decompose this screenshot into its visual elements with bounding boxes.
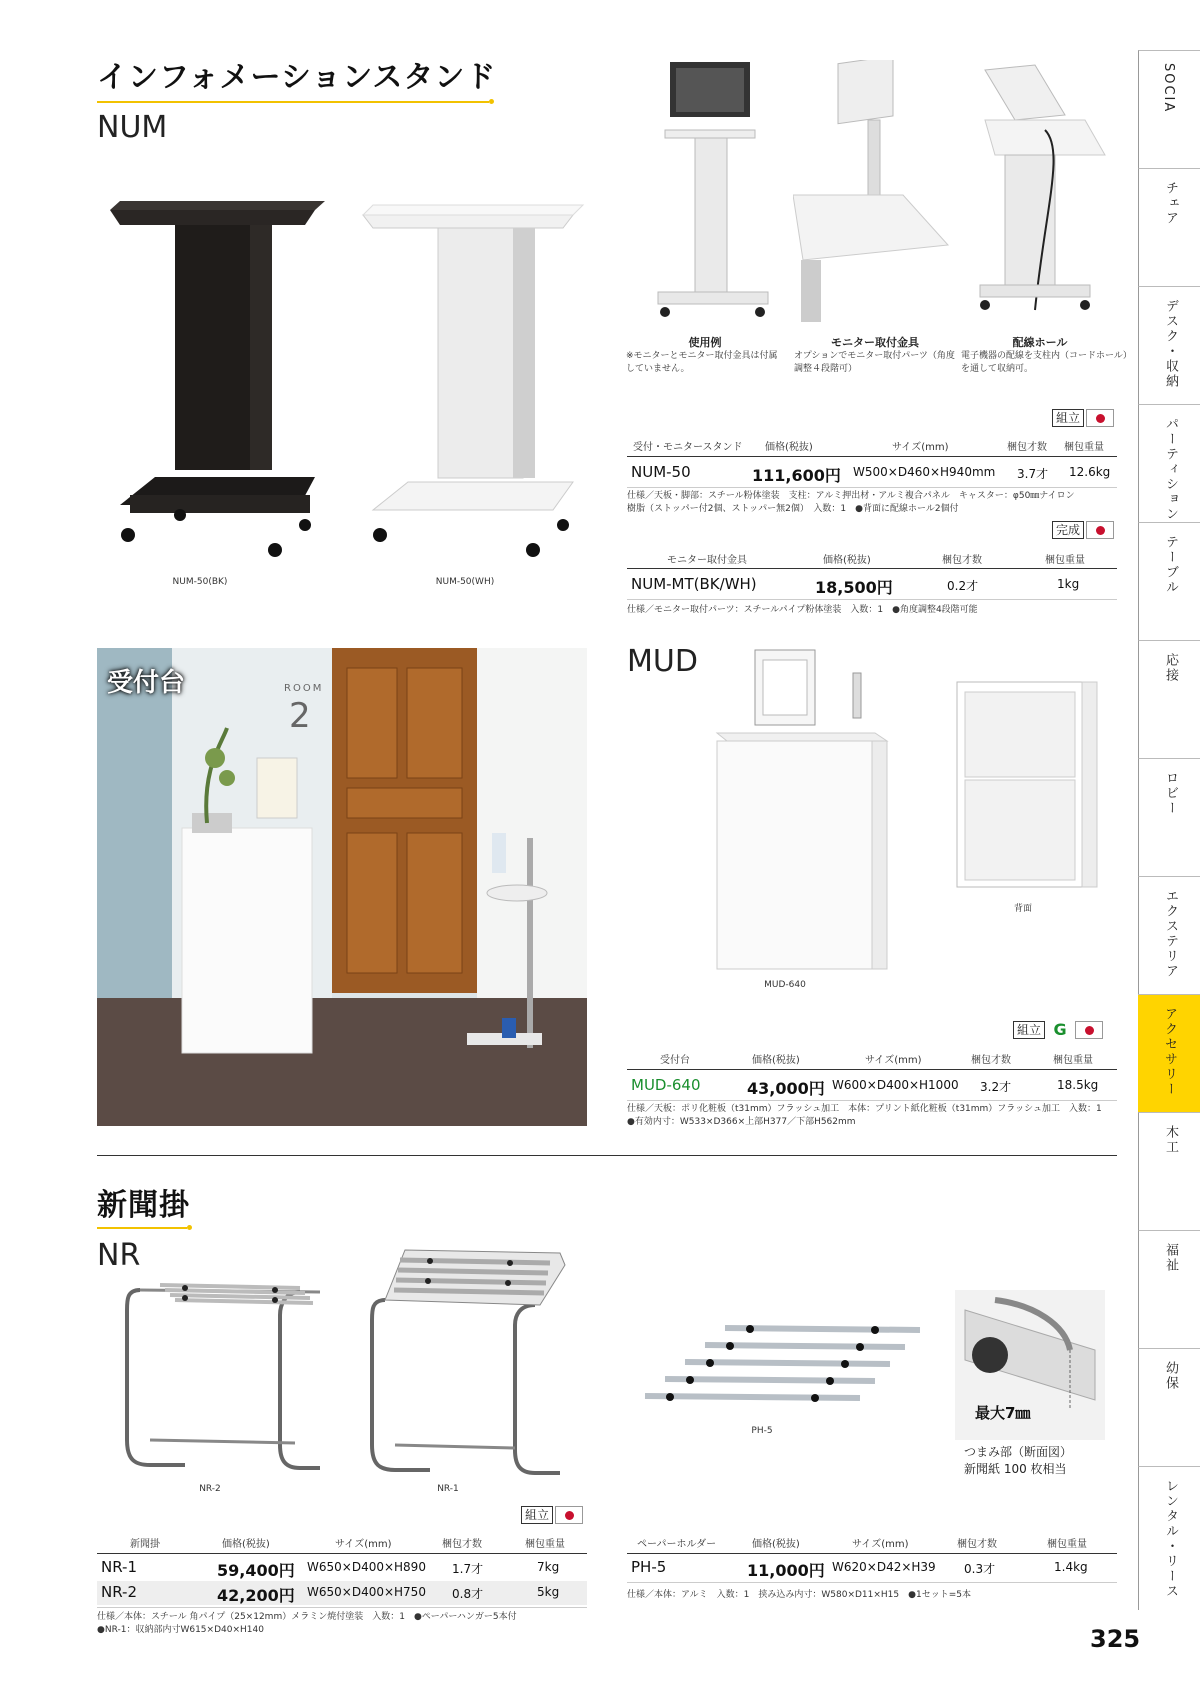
japan-flag-icon [1075, 1021, 1103, 1039]
mud-table-row [627, 1076, 1117, 1098]
th-weight: 梱包重量 [1064, 442, 1104, 453]
divider [627, 1069, 1117, 1070]
caption-usage-title: 使用例 [688, 336, 722, 349]
cross-section-caption-1: つまみ部（断面図） [964, 1445, 1073, 1459]
series-num: NUM [97, 110, 168, 145]
th-weight: 梱包重量 [1053, 1055, 1093, 1066]
g-mark-icon: G [1053, 1020, 1067, 1039]
td-size: W620×D42×H39 [832, 1560, 936, 1574]
num-50-wh-image [358, 200, 588, 570]
photo-label-back: 背面 [1013, 904, 1032, 914]
usage-example-image [640, 60, 780, 325]
th-capacity: 梱包才数 [442, 1539, 482, 1550]
td-weight: 5kg [537, 1585, 560, 1599]
td-model: NUM-50 [631, 463, 691, 481]
nr-1-image [370, 1245, 570, 1485]
complete-label: 完成 [1052, 521, 1084, 539]
mud-spec-1: 仕様／天板：ポリ化粧板（t31mm）フラッシュ加工 本体：プリント紙化粧板（t31mm）フラッシュ加工 入数：1 [627, 1104, 1102, 1114]
tab-woodwork[interactable] [1138, 1112, 1200, 1230]
nr-spec-1: 仕様／本体：スチール 角パイプ（25×12mm）メラミン焼付塗装 入数：1 ●ペーパーハンガー5本付 [97, 1612, 517, 1622]
tab-label: ロビー [1163, 771, 1178, 816]
td-price: 42,200円 [217, 1586, 295, 1605]
tab-table[interactable] [1138, 522, 1200, 640]
th-weight: 梱包重量 [525, 1539, 565, 1550]
td-size: W650×D400×H890 [307, 1560, 426, 1574]
num-table-row [627, 463, 1117, 485]
mud-table-header [627, 1051, 1117, 1065]
tab-label: 福祉 [1163, 1243, 1178, 1273]
photo-label-num-bk: NUM-50(BK) [172, 577, 228, 587]
tab-label: SOCIA [1161, 63, 1176, 114]
mud-spec-2: ●有効内寸：W533×D366×上部H377／下部H562mm [627, 1117, 856, 1127]
tab-label: テーブル [1163, 535, 1178, 595]
caption-wiring-title: 配線ホール [1012, 336, 1068, 349]
ph-table-header [627, 1535, 1117, 1549]
num-spec-1: 仕様／天板・脚部：スチール粉体塗装 支柱：アルミ押出材・アルミ複合パネル キャスター：φ50㎜ナイロン [627, 491, 1075, 501]
series-nr: NR [97, 1238, 141, 1273]
divider [627, 1553, 1117, 1554]
th-capacity: 梱包才数 [971, 1055, 1011, 1066]
divider [627, 1582, 1117, 1583]
ph-table-row [627, 1558, 1117, 1580]
td-price: 43,000円 [747, 1079, 825, 1098]
td-price: 111,600円 [752, 466, 841, 485]
complete-badge-mt [1052, 521, 1114, 539]
ph-5-image [640, 1320, 930, 1430]
room-label: ROOM [284, 683, 324, 694]
tab-label: 幼保 [1163, 1361, 1178, 1391]
assembly-badge-nr [521, 1506, 583, 1524]
reception-room-photo [97, 648, 587, 1126]
tab-label: デスク・収納 [1163, 299, 1178, 389]
td-model: PH-5 [631, 1558, 667, 1576]
tab-rental[interactable] [1138, 1466, 1200, 1610]
title-underline [97, 1227, 187, 1229]
th-paper-holder: ペーパーホルダー [637, 1539, 717, 1550]
cross-section-label: 最大7㎜ [975, 1404, 1031, 1422]
photo-label-mud: MUD-640 [764, 980, 806, 990]
td-capacity: 3.7才 [1017, 467, 1049, 481]
td-capacity: 3.2才 [980, 1080, 1012, 1094]
assembly-badge-num [1052, 409, 1114, 427]
td-capacity: 1.7才 [452, 1562, 484, 1576]
nr-spec-2: ●NR-1：収納部内寸W615×D40×H140 [97, 1625, 264, 1635]
th-price: 価格(税抜) [752, 1539, 800, 1550]
num-table-header [627, 438, 1117, 452]
category-tabs [1138, 50, 1200, 1610]
num-spec-2: 樹脂（ストッパー付2個、ストッパー無2個） 入数：1 ●背面に配線ホール2個付 [627, 504, 959, 514]
th-price: 価格(税抜) [765, 442, 813, 453]
nr-2-image [125, 1280, 325, 1480]
reception-tag: 受付台 [107, 668, 186, 698]
th-reception: 受付台 [660, 1055, 690, 1066]
divider [97, 1553, 587, 1554]
tab-partition[interactable] [1138, 404, 1200, 522]
divider [627, 487, 1117, 488]
page-number: 325 [1090, 1625, 1141, 1653]
assembly-label: 組立 [1052, 409, 1084, 427]
th-price: 価格(税抜) [823, 555, 871, 566]
divider [627, 568, 1117, 569]
tab-socia[interactable] [1138, 50, 1200, 168]
wiring-hole-image [975, 60, 1125, 325]
td-size: W650×D400×H750 [307, 1585, 426, 1599]
th-size: サイズ(mm) [892, 442, 949, 453]
photo-label-nr2: NR-2 [199, 1484, 221, 1494]
caption-mount-note: オプションでモニター取付パーツ（角度調整４段階可） [794, 351, 955, 374]
mt-table-row [627, 575, 1117, 597]
ph-spec: 仕様／本体：アルミ 入数：1 挟み込み内寸：W580×D11×H15 ●1セット=5本 [627, 1590, 971, 1600]
td-capacity: 0.2才 [947, 579, 979, 593]
title-underline [97, 101, 489, 103]
photo-label-ph5: PH-5 [751, 1426, 773, 1436]
td-model: MUD-640 [631, 1076, 701, 1094]
th-size: サイズ(mm) [852, 1539, 909, 1550]
td-price: 18,500円 [815, 578, 893, 597]
section-divider [97, 1155, 1117, 1156]
td-model: NR-2 [101, 1583, 137, 1601]
tab-label: エクステリア [1163, 889, 1178, 979]
td-weight: 12.6kg [1069, 465, 1111, 479]
cross-section-caption-2: 新聞紙 100 枚相当 [964, 1462, 1067, 1476]
room-number: 2 [289, 696, 311, 736]
td-capacity: 0.8才 [452, 1587, 484, 1601]
divider [627, 599, 1117, 600]
td-model: NR-1 [101, 1558, 137, 1576]
th-capacity: 梱包才数 [1007, 442, 1047, 453]
td-price: 11,000円 [747, 1561, 825, 1580]
td-size: W600×D400×H1000 [832, 1078, 959, 1092]
tab-label: 木工 [1163, 1125, 1178, 1155]
td-weight: 1kg [1057, 577, 1080, 591]
th-weight: 梱包重量 [1047, 1539, 1087, 1550]
th-price: 価格(税抜) [222, 1539, 270, 1550]
divider [627, 1100, 1117, 1101]
mud-640-back-image [955, 680, 1100, 890]
num-50-bk-image [100, 195, 330, 565]
tab-label: アクセサリー [1162, 1007, 1177, 1097]
td-weight: 18.5kg [1057, 1078, 1099, 1092]
th-size: サイズ(mm) [335, 1539, 392, 1550]
tab-desk[interactable] [1138, 286, 1200, 404]
th-size: サイズ(mm) [865, 1055, 922, 1066]
th-weight: 梱包重量 [1045, 555, 1085, 566]
underline-dot [489, 99, 494, 104]
series-mud: MUD [627, 644, 698, 679]
td-price: 59,400円 [217, 1561, 295, 1580]
tab-lobby[interactable] [1138, 758, 1200, 876]
caption-mount-title: モニター取付金具 [831, 336, 919, 349]
td-size: W500×D460×H940mm [853, 465, 996, 479]
tab-label: チェア [1163, 181, 1178, 226]
underline-dot [187, 1225, 192, 1230]
nr-table-row-2 [97, 1583, 587, 1605]
caption-wiring-note: 電子機器の配線を支柱内（コードホール）を通して収納可。 [961, 351, 1128, 374]
tab-label: パーティション [1163, 417, 1178, 522]
th-capacity: 梱包才数 [957, 1539, 997, 1550]
nr-table-header [97, 1535, 587, 1549]
assembly-badge-mud [1013, 1021, 1103, 1039]
divider [627, 456, 1117, 457]
td-model: NUM-MT(BK/WH) [631, 575, 757, 593]
th-mount: モニター取付金具 [667, 555, 747, 566]
japan-flag-icon [1086, 409, 1114, 427]
tab-accessory[interactable] [1138, 994, 1200, 1112]
mud-640-image [715, 645, 895, 975]
tab-exterior[interactable] [1138, 876, 1200, 994]
tab-label: 応接 [1163, 653, 1178, 683]
td-weight: 1.4kg [1054, 1560, 1088, 1574]
td-capacity: 0.3才 [964, 1562, 996, 1576]
section-title-news: 新聞掛 [97, 1188, 190, 1223]
td-weight: 7kg [537, 1560, 560, 1574]
th-stand: 受付・モニタースタンド [633, 442, 743, 453]
divider [97, 1607, 587, 1608]
assembly-label: 組立 [1013, 1021, 1045, 1039]
photo-label-num-wh: NUM-50(WH) [435, 577, 495, 587]
japan-flag-icon [1086, 521, 1114, 539]
tab-reception[interactable] [1138, 640, 1200, 758]
mt-spec: 仕様／モニター取付パーツ：スチールパイプ粉体塗装 入数：1 ●角度調整4段階可能 [627, 605, 978, 615]
tab-childcare[interactable] [1138, 1348, 1200, 1466]
photo-label-nr1: NR-1 [437, 1484, 459, 1494]
mt-table-header [627, 551, 1117, 565]
nr-table-row-1 [97, 1558, 587, 1580]
caption-usage-note: ※モニターとモニター取付金具は付属していません。 [626, 351, 778, 374]
section-title-info: インフォメーションスタンド [97, 60, 497, 95]
tab-label: レンタル・リース [1163, 1479, 1178, 1599]
assembly-label: 組立 [521, 1506, 553, 1524]
japan-flag-icon [555, 1506, 583, 1524]
monitor-mount-image [793, 60, 953, 325]
tab-welfare[interactable] [1138, 1230, 1200, 1348]
th-newspaper: 新聞掛 [130, 1539, 160, 1550]
th-capacity: 梱包才数 [942, 555, 982, 566]
th-price: 価格(税抜) [752, 1055, 800, 1066]
tab-chair[interactable] [1138, 168, 1200, 286]
